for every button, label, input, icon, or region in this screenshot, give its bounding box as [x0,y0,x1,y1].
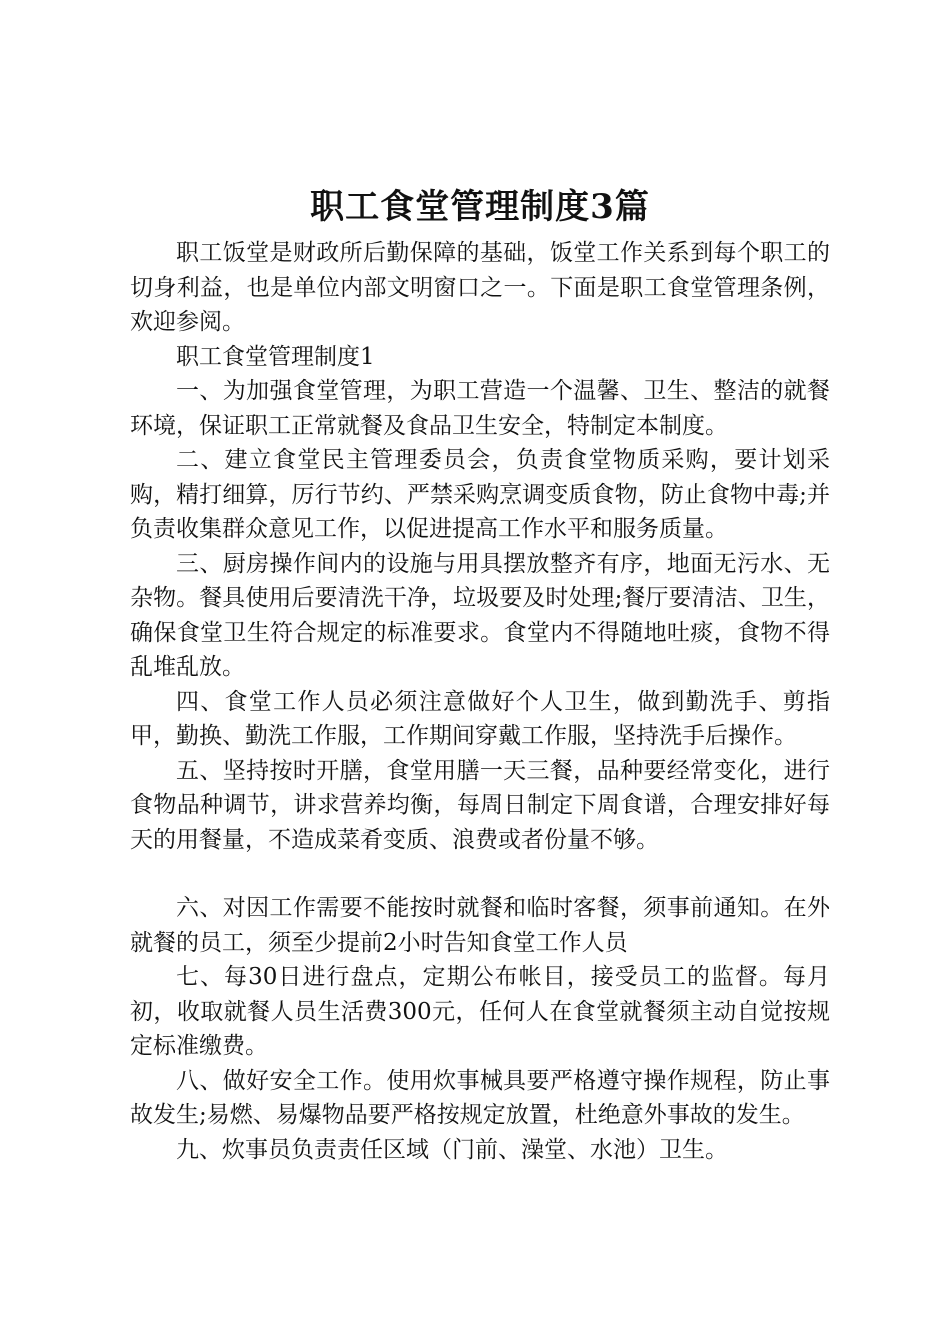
rule-item-7: 七、每30日进行盘点，定期公布帐目，接受员工的监督。每月初，收取就餐人员生活费300元，任何人在食堂就餐须主动自觉按规定标准缴费。 [130,964,830,1059]
document-title: 职工食堂管理制度3篇 [310,187,650,227]
rule-item-2: 二、建立食堂民主管理委员会，负责食堂物质采购，要计划采购，精打细算，厉行节约、严禁采购烹调变质食物，防止食物中毒;并负责收集群众意见工作，以促进提高工作水平和服务质量。 [130,447,830,542]
rule-item-6: 六、对因工作需要不能按时就餐和临时客餐，须事前通知。在外就餐的员工，须至少提前2小时告知食堂工作人员 [130,895,830,956]
rule-item-8: 八、做好安全工作。使用炊事械具要严格遵守操作规程，防止事故发生;易燃、易爆物品要严格按规定放置，杜绝意外事故的发生。 [130,1067,830,1128]
rule-item-5: 五、坚持按时开膳，食堂用膳一天三餐，品种要经常变化，进行食物品种调节，讲求营养均衡，每周日制定下周食谱，合理安排好每天的用餐量，不造成菜肴变质、浪费或者份量不够。 [130,757,830,853]
section-heading: 职工食堂管理制度1 [176,343,375,370]
rule-item-1: 一、为加强食堂管理，为职工营造一个温馨、卫生、整洁的就餐环境，保证职工正常就餐及食品卫生安全，特制定本制度。 [130,378,830,439]
rule-item-4: 四、食堂工作人员必须注意做好个人卫生，做到勤洗手、剪指甲，勤换、勤洗工作服，工作期间穿戴工作服，坚持洗手后操作。 [130,688,830,749]
rule-item-3: 三、厨房操作间内的设施与用具摆放整齐有序，地面无污水、无杂物。餐具使用后要清洗干净，垃圾要及时处理;餐厅要清洁、卫生，确保食堂卫生符合规定的标准要求。食堂内不得随地吐痰，食物不得乱堆乱放。 [130,550,830,680]
document-page [130,180,830,1167]
rule-item-9: 九、炊事员负责责任区域（门前、澡堂、水池）卫生。 [176,1136,728,1163]
intro-paragraph: 职工饭堂是财政所后勤保障的基础，饭堂工作关系到每个职工的切身利益，也是单位内部文明窗口之一。下面是职工食堂管理条例，欢迎参阅。 [130,240,830,335]
